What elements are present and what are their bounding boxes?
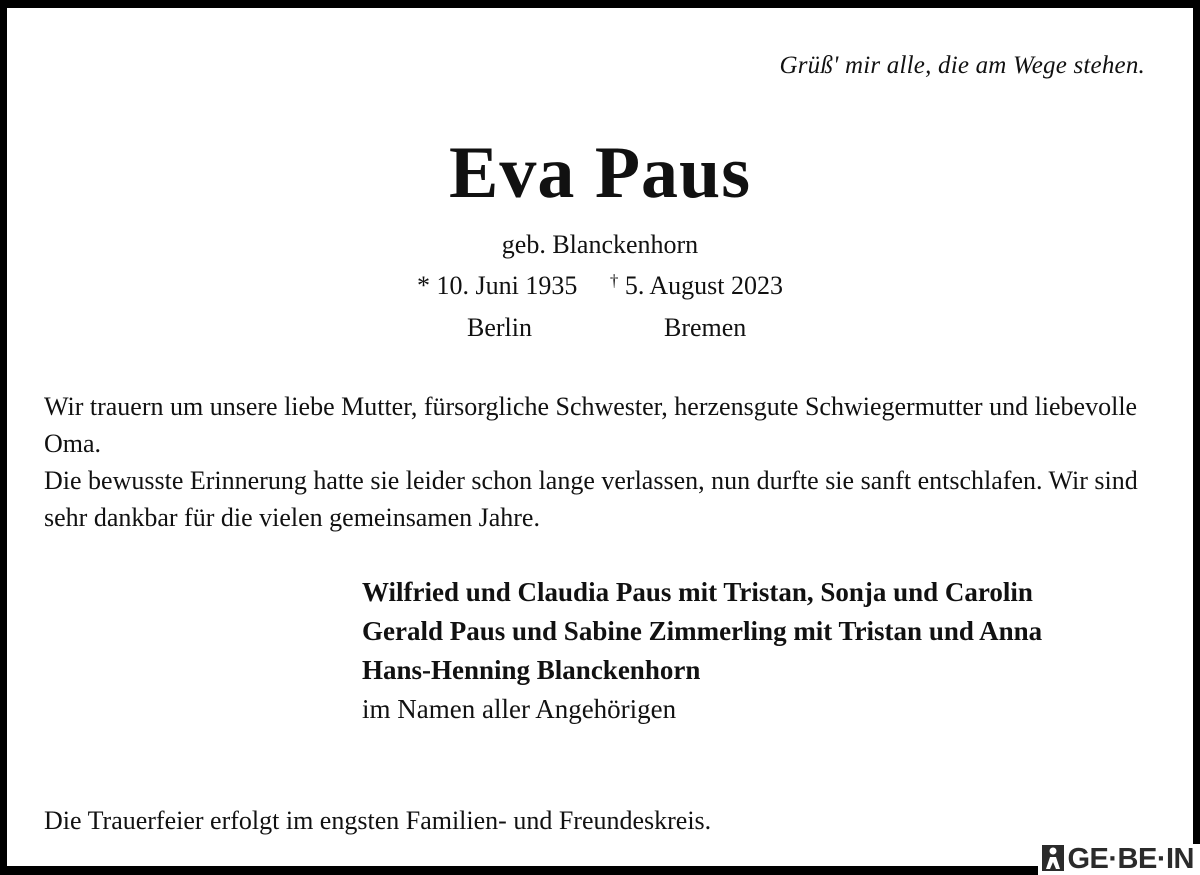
figure-icon bbox=[1042, 845, 1064, 875]
mourner-family: Wilfried und Claudia Paus mit Tristan, Sonja und Carolin bbox=[362, 577, 1033, 607]
mourner-family: Gerald Paus und Sabine Zimmerling mit Tristan und Anna bbox=[362, 616, 1043, 646]
death-date: 5. August 2023 bbox=[624, 271, 784, 300]
life-dates bbox=[7, 271, 1193, 301]
birth-date: 10. Juni 1935 bbox=[436, 271, 578, 300]
deceased-name: Eva Paus bbox=[448, 132, 751, 214]
death-place: Bremen bbox=[664, 313, 747, 342]
message-paragraph: Die bewusste Erinnerung hatte sie leider schon lange verlassen, nun durfte sie sanft entschlafen. Wir sind sehr dankbar für die vielen gemeinsamen Jahre. bbox=[44, 466, 1138, 532]
publisher-logo bbox=[1038, 844, 1200, 875]
message-paragraph: Wir trauern um unsere liebe Mutter, fürsorgliche Schwester, herzensgute Schwiegermutter und liebevolle Oma. bbox=[44, 392, 1138, 458]
mourners-list bbox=[362, 573, 1042, 729]
death-symbol: † bbox=[609, 271, 619, 290]
brand-name: GE·BE·IN bbox=[1067, 843, 1194, 875]
mourner-family: Hans-Henning Blanckenhorn bbox=[362, 655, 701, 685]
birth-date-group bbox=[417, 271, 584, 300]
mourning-message bbox=[44, 388, 1154, 536]
motto-quote: Grüß' mir alle, die am Wege stehen. bbox=[779, 52, 1145, 79]
birth-place: Berlin bbox=[467, 313, 532, 342]
mourners-closing: im Namen aller Angehörigen bbox=[362, 694, 677, 724]
birth-symbol: * bbox=[416, 271, 430, 300]
funeral-note: Die Trauerfeier erfolgt im engsten Familien- und Freundeskreis. bbox=[44, 806, 712, 835]
death-date-group bbox=[610, 271, 783, 300]
birth-name: geb. Blanckenhorn bbox=[501, 230, 699, 259]
